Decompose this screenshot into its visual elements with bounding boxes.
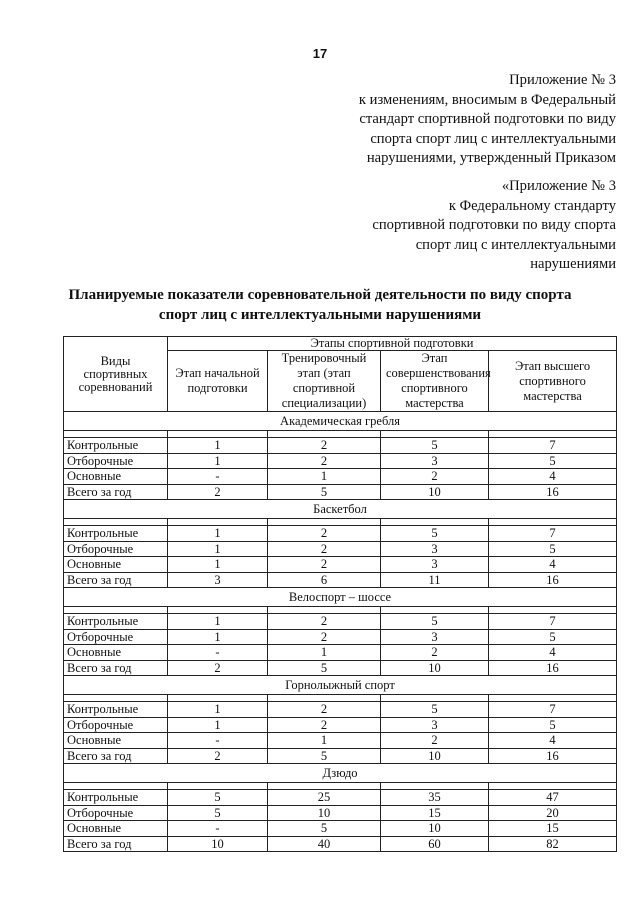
row-label: Отборочные	[64, 805, 168, 821]
spacer-cell	[489, 519, 617, 526]
spacer-cell	[489, 431, 617, 438]
spacer-cell	[168, 783, 268, 790]
appendix-amendment-line: нарушениями, утвержденный Приказом	[366, 150, 616, 166]
spacer-cell	[168, 431, 268, 438]
table-cell: 5	[168, 790, 268, 806]
table-row	[64, 821, 617, 837]
row-label: Основные	[64, 557, 168, 573]
sport-name: Велоспорт – шоссе	[64, 588, 617, 607]
sport-section-row	[64, 588, 617, 607]
table-cell: 4	[489, 645, 617, 661]
table-cell: 2	[268, 526, 381, 542]
table-cell: 3	[381, 717, 489, 733]
table-cell: -	[168, 469, 268, 485]
header-competition-types: Виды спортивных соревнований	[64, 337, 168, 412]
table-cell: 1	[168, 614, 268, 630]
table-cell: 82	[489, 836, 617, 852]
table-row	[64, 717, 617, 733]
table-cell: 40	[268, 836, 381, 852]
table-cell: 5	[489, 717, 617, 733]
table-row	[64, 733, 617, 749]
sport-name: Горнолыжный спорт	[64, 676, 617, 695]
table-row	[64, 557, 617, 573]
appendix-amendment-line: к изменениям, вносимым в Федеральный	[358, 91, 616, 108]
table-cell: 1	[168, 438, 268, 454]
spacer-cell	[489, 607, 617, 614]
table-cell: 5	[268, 484, 381, 500]
spacer-cell	[489, 695, 617, 702]
table-cell: 1	[168, 541, 268, 557]
row-label: Всего за год	[64, 484, 168, 500]
table-row	[64, 526, 617, 542]
spacer-cell	[381, 519, 489, 526]
appendix-amendment-line: стандарт спортивной подготовки по виду	[359, 111, 616, 127]
table-cell: 5	[268, 821, 381, 837]
table-cell: 7	[489, 526, 617, 542]
appendix-standard-line: нарушениями	[530, 256, 616, 272]
table-cell: 2	[381, 469, 489, 485]
spacer-row	[64, 519, 617, 526]
spacer-cell	[268, 519, 381, 526]
appendix-standard-block	[372, 177, 616, 275]
table-row	[64, 629, 617, 645]
table-cell: 1	[168, 526, 268, 542]
table-row	[64, 645, 617, 661]
table-cell: 4	[489, 733, 617, 749]
table-cell: 16	[489, 660, 617, 676]
table-cell: 7	[489, 614, 617, 630]
spacer-cell	[489, 783, 617, 790]
table-row	[64, 660, 617, 676]
table-cell: 10	[381, 484, 489, 500]
table-cell: 20	[489, 805, 617, 821]
table-cell: 15	[381, 805, 489, 821]
table-cell: 5	[381, 614, 489, 630]
table-row	[64, 790, 617, 806]
appendix-amendment-line: спорта спорт лиц с интеллектуальными	[370, 130, 616, 147]
table-cell: 16	[489, 748, 617, 764]
sport-section-row	[64, 764, 617, 783]
row-label: Основные	[64, 821, 168, 837]
spacer-cell	[168, 695, 268, 702]
table-cell: 3	[381, 629, 489, 645]
table-body	[64, 412, 617, 852]
sport-name: Баскетбол	[64, 500, 617, 519]
row-label: Основные	[64, 469, 168, 485]
table-cell: 1	[268, 733, 381, 749]
table-cell: 5	[381, 526, 489, 542]
table-row	[64, 438, 617, 454]
table-cell: 1	[168, 557, 268, 573]
table-cell: 2	[268, 557, 381, 573]
competition-table	[63, 336, 617, 852]
spacer-cell	[268, 607, 381, 614]
page-number: 17	[312, 46, 328, 61]
row-label: Основные	[64, 645, 168, 661]
row-label: Всего за год	[64, 572, 168, 588]
table-cell: -	[168, 645, 268, 661]
row-label: Отборочные	[64, 629, 168, 645]
table-cell: 5	[168, 805, 268, 821]
table-cell: 5	[489, 453, 617, 469]
appendix-standard-line: «Приложение № 3	[501, 178, 616, 194]
table-cell: 60	[381, 836, 489, 852]
spacer-cell	[381, 431, 489, 438]
row-label: Контрольные	[64, 790, 168, 806]
spacer-cell	[268, 431, 381, 438]
table-row	[64, 572, 617, 588]
sport-name: Академическая гребля	[64, 412, 617, 431]
table-cell: 2	[168, 660, 268, 676]
appendix-standard-line: к Федеральному стандарту	[448, 197, 616, 214]
spacer-cell	[381, 783, 489, 790]
sport-section-row	[64, 676, 617, 695]
table-cell: 2	[168, 484, 268, 500]
table-cell: 2	[268, 717, 381, 733]
spacer-cell	[381, 607, 489, 614]
table-row	[64, 702, 617, 718]
row-label: Отборочные	[64, 717, 168, 733]
spacer-cell	[64, 607, 168, 614]
spacer-row	[64, 431, 617, 438]
table-row	[64, 541, 617, 557]
table-cell: 1	[268, 469, 381, 485]
table-cell: 15	[489, 821, 617, 837]
appendix-amendment-line: Приложение № 3	[509, 72, 616, 88]
table-cell: 1	[168, 453, 268, 469]
table-cell: 10	[381, 660, 489, 676]
row-label: Всего за год	[64, 660, 168, 676]
table-cell: 5	[268, 660, 381, 676]
table-cell: 3	[381, 557, 489, 573]
table-cell: 7	[489, 438, 617, 454]
table-cell: -	[168, 733, 268, 749]
table-cell: 4	[489, 469, 617, 485]
spacer-cell	[64, 783, 168, 790]
table-cell: 10	[381, 821, 489, 837]
header-stage-initial: Этап начальной подготовки	[168, 351, 268, 412]
title-line: Планируемые показатели соревновательной деятельности по виду спорта	[68, 287, 572, 303]
table-cell: 11	[381, 572, 489, 588]
document-title	[0, 285, 640, 325]
spacer-cell	[168, 519, 268, 526]
row-label: Отборочные	[64, 453, 168, 469]
row-label: Отборочные	[64, 541, 168, 557]
spacer-cell	[268, 695, 381, 702]
table-cell: 2	[268, 453, 381, 469]
header-training-stages: Этапы спортивной подготовки	[168, 337, 617, 351]
header-stage-training: Тренировочный этап (этап спортивной специализации)	[268, 351, 381, 412]
table-cell: 2	[381, 733, 489, 749]
table-cell: 1	[168, 629, 268, 645]
row-label: Контрольные	[64, 526, 168, 542]
table-row	[64, 484, 617, 500]
header-stage-higher: Этап высшего спортивного мастерства	[489, 351, 617, 412]
table-row	[64, 836, 617, 852]
table-cell: 10	[381, 748, 489, 764]
table-cell: 4	[489, 557, 617, 573]
table-cell: 7	[489, 702, 617, 718]
table-cell: 2	[381, 645, 489, 661]
table-cell: 5	[381, 438, 489, 454]
table-cell: 47	[489, 790, 617, 806]
row-label: Контрольные	[64, 438, 168, 454]
table-cell: 6	[268, 572, 381, 588]
appendix-amendment-block	[359, 71, 616, 169]
table-cell: 5	[268, 748, 381, 764]
spacer-cell	[268, 783, 381, 790]
table-cell: 2	[268, 541, 381, 557]
row-label: Контрольные	[64, 614, 168, 630]
table-cell: 3	[168, 572, 268, 588]
table-cell: 3	[381, 541, 489, 557]
appendix-standard-line: спорт лиц с интеллектуальными	[415, 236, 616, 253]
table-cell: 10	[168, 836, 268, 852]
table-row	[64, 469, 617, 485]
spacer-cell	[381, 695, 489, 702]
sport-section-row	[64, 412, 617, 431]
row-label: Контрольные	[64, 702, 168, 718]
table-cell: 16	[489, 572, 617, 588]
spacer-cell	[64, 695, 168, 702]
row-label: Основные	[64, 733, 168, 749]
table-cell: 16	[489, 484, 617, 500]
spacer-cell	[64, 431, 168, 438]
table-cell: 5	[489, 629, 617, 645]
table-cell: -	[168, 821, 268, 837]
table-cell: 2	[168, 748, 268, 764]
table-row	[64, 805, 617, 821]
table-cell: 1	[168, 702, 268, 718]
table-cell: 3	[381, 453, 489, 469]
table-cell: 5	[381, 702, 489, 718]
table-cell: 1	[268, 645, 381, 661]
spacer-row	[64, 607, 617, 614]
table-cell: 2	[268, 629, 381, 645]
appendix-standard-line: спортивной подготовки по виду спорта	[372, 217, 616, 233]
table-row	[64, 453, 617, 469]
table-row	[64, 748, 617, 764]
spacer-row	[64, 695, 617, 702]
table-cell: 2	[268, 614, 381, 630]
sport-section-row	[64, 500, 617, 519]
table-cell: 10	[268, 805, 381, 821]
table-cell: 2	[268, 438, 381, 454]
spacer-row	[64, 783, 617, 790]
table-cell: 35	[381, 790, 489, 806]
table-cell: 2	[268, 702, 381, 718]
table-cell: 5	[489, 541, 617, 557]
title-line: спорт лиц с интеллектуальными нарушениями	[158, 307, 482, 323]
sport-name: Дзюдо	[64, 764, 617, 783]
row-label: Всего за год	[64, 836, 168, 852]
table-cell: 25	[268, 790, 381, 806]
spacer-cell	[64, 519, 168, 526]
table-row	[64, 614, 617, 630]
spacer-cell	[168, 607, 268, 614]
header-stage-improvement: Этап совершенствования спортивного мастерства	[381, 351, 489, 412]
table-cell: 1	[168, 717, 268, 733]
row-label: Всего за год	[64, 748, 168, 764]
